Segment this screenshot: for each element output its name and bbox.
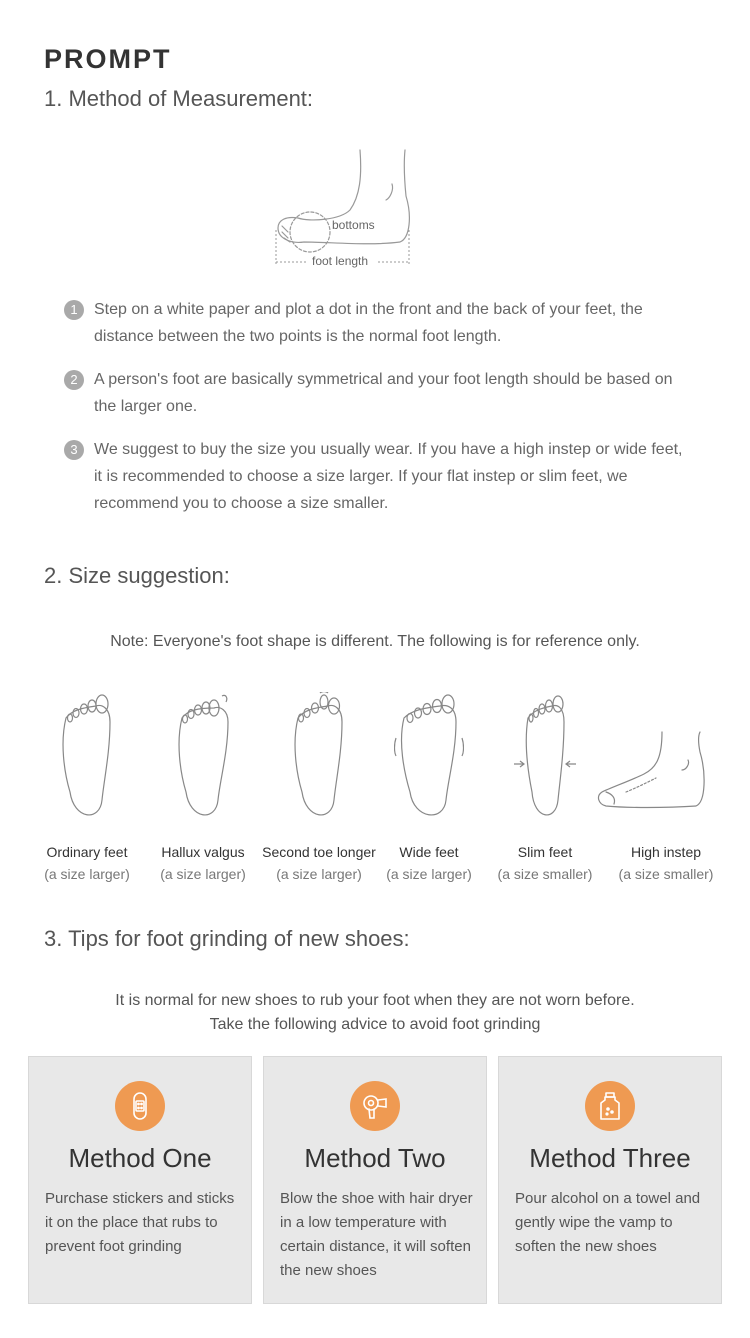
size-heading: 2. Size suggestion:	[44, 563, 230, 588]
method-card-one	[28, 1056, 252, 1304]
foot-type-advice: (a size larger)	[276, 866, 362, 882]
foot-type-advice: (a size larger)	[44, 866, 130, 882]
bandage-icon	[125, 1091, 155, 1121]
step-3	[64, 436, 694, 517]
step-number: 3	[64, 440, 84, 460]
tips-heading: 3. Tips for foot grinding of new shoes:	[44, 926, 410, 951]
wide-foot-icon	[394, 692, 464, 826]
method-body: Purchase stickers and sticks it on the place that rubs to prevent foot grinding	[45, 1190, 235, 1255]
slim-foot-icon	[510, 692, 580, 826]
method-title: Method Two	[304, 1143, 446, 1173]
foot-type-name: Hallux valgus	[161, 844, 245, 860]
foot-type-name: Wide feet	[399, 844, 459, 860]
alcohol-bottle-icon	[595, 1091, 625, 1121]
second-toe-foot-icon	[284, 692, 354, 826]
step-text: A person's foot are basically symmetrical and your foot length should be based on the larger one.	[94, 371, 673, 415]
high-instep-foot-icon	[596, 692, 716, 826]
foot-type-hallux-valgus	[143, 690, 263, 890]
foot-measurement-diagram	[270, 146, 420, 272]
step-number: 2	[64, 370, 84, 390]
foot-type-second-toe-longer	[259, 690, 379, 890]
foot-length-label: foot length	[312, 254, 369, 268]
foot-type-advice: (a size smaller)	[497, 866, 593, 882]
foot-type-wide	[369, 690, 489, 890]
foot-type-name: Ordinary feet	[46, 844, 128, 860]
method-card-two	[263, 1056, 487, 1304]
tips-line-2: Take the following advice to avoid foot grinding	[209, 1016, 541, 1033]
foot-type-ordinary	[27, 690, 147, 890]
bottoms-label: bottoms	[332, 218, 375, 232]
method-icon-circle	[585, 1081, 635, 1131]
hair-dryer-icon	[360, 1091, 390, 1121]
ordinary-foot-icon	[52, 692, 122, 826]
step-number: 1	[64, 300, 84, 320]
method-body: Pour alcohol on a towel and gently wipe the vamp to soften the new shoes	[515, 1190, 701, 1255]
method-card-three	[498, 1056, 722, 1304]
foot-type-name: High instep	[630, 844, 702, 860]
measurement-heading: 1. Method of Measurement:	[44, 86, 314, 111]
page-title: PROMPT	[44, 44, 172, 74]
size-note: Note: Everyone's foot shape is different. The following is for reference only.	[110, 633, 640, 650]
foot-type-advice: (a size smaller)	[618, 866, 714, 882]
foot-type-slim	[485, 690, 605, 890]
foot-type-name: Slim feet	[517, 844, 573, 860]
method-title: Method One	[68, 1143, 212, 1173]
method-body: Blow the shoe with hair dryer in a low temperature with certain distance, it will soften the new shoes	[280, 1190, 473, 1279]
foot-type-name: Second toe longer	[262, 844, 376, 860]
method-title: Method Three	[529, 1143, 691, 1173]
tips-line-1: It is normal for new shoes to rub your foot when they are not worn before.	[115, 992, 635, 1009]
step-2	[64, 366, 694, 420]
foot-type-advice: (a size larger)	[386, 866, 472, 882]
method-icon-circle	[115, 1081, 165, 1131]
step-text: Step on a white paper and plot a dot in the front and the back of your feet, the distance between the two points is the normal foot length.	[94, 301, 643, 345]
method-icon-circle	[350, 1081, 400, 1131]
foot-types-row	[0, 690, 750, 890]
foot-type-high-instep	[606, 690, 726, 890]
step-1	[64, 296, 694, 350]
step-text: We suggest to buy the size you usually wear. If you have a high instep or wide feet, it is recommended to choose a size larger. If your flat instep or slim feet, we recommend you to choose a size smaller.	[94, 441, 683, 512]
hallux-valgus-foot-icon	[168, 692, 238, 826]
foot-type-advice: (a size larger)	[160, 866, 246, 882]
